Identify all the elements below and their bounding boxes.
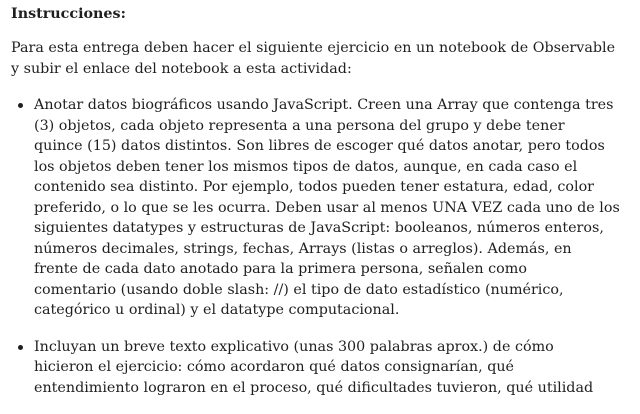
task-line: números decimales, strings, fechas, Arrays (listas o arreglos). Además, en: [34, 240, 572, 257]
task-line: entendimiento lograron en el proceso, qué dificultades tuvieron, qué utilidad: [34, 379, 594, 396]
task-line: siguientes datatypes y estructuras de JavaScript: booleanos, números enteros,: [34, 220, 604, 236]
task-list: [11, 95, 620, 398]
task-line: Incluyan un breve texto explicativo (unas 300 palabras aprox.) de cómo: [34, 338, 554, 355]
task-line: los objetos deben tener los mismos tipos de datos, aunque, en cada caso el: [34, 158, 578, 175]
task-item-biographical-data: [11, 95, 620, 321]
task-line: categórico u ordinal) y el datatype computacional.: [34, 302, 400, 318]
intro-line: y subir el enlace del notebook a esta actividad:: [11, 60, 352, 77]
instructions-heading: Instrucciones:: [11, 6, 126, 22]
instructions-document: [11, 4, 620, 414]
intro-line: Para esta entrega deben hacer el siguiente ejercicio en un notebook de Observable: [11, 40, 616, 56]
task-line: (3) objetos, cada objeto representa a una persona del grupo y debe tener: [34, 117, 565, 134]
task-line: Anotar datos biográficos usando JavaScript. Creen una Array que contenga tres: [34, 97, 614, 113]
bullet-icon: [18, 103, 23, 108]
task-line: comentario (usando doble slash: //) el tipo de dato estadístico (numérico,: [34, 281, 564, 298]
task-line: contenido sea distinto. Por ejemplo, todos pueden tener estatura, edad, color: [34, 179, 595, 195]
task-line: quince (15) datos distintos. Son libres de escoger qué datos anotar, pero todos: [34, 138, 605, 154]
task-line: hicieron el ejercicio: cómo acordaron qué datos consignarían, qué: [34, 359, 515, 375]
bullet-icon: [18, 345, 23, 350]
task-line: preferido, o lo que se les ocurra. Deben usar al menos UNA VEZ cada uno de los: [34, 199, 620, 216]
task-line: frente de cada dato anotado para la primera persona, señalen como: [34, 261, 527, 277]
intro-paragraph: [11, 38, 616, 79]
task-item-explanatory-text: [11, 337, 594, 399]
